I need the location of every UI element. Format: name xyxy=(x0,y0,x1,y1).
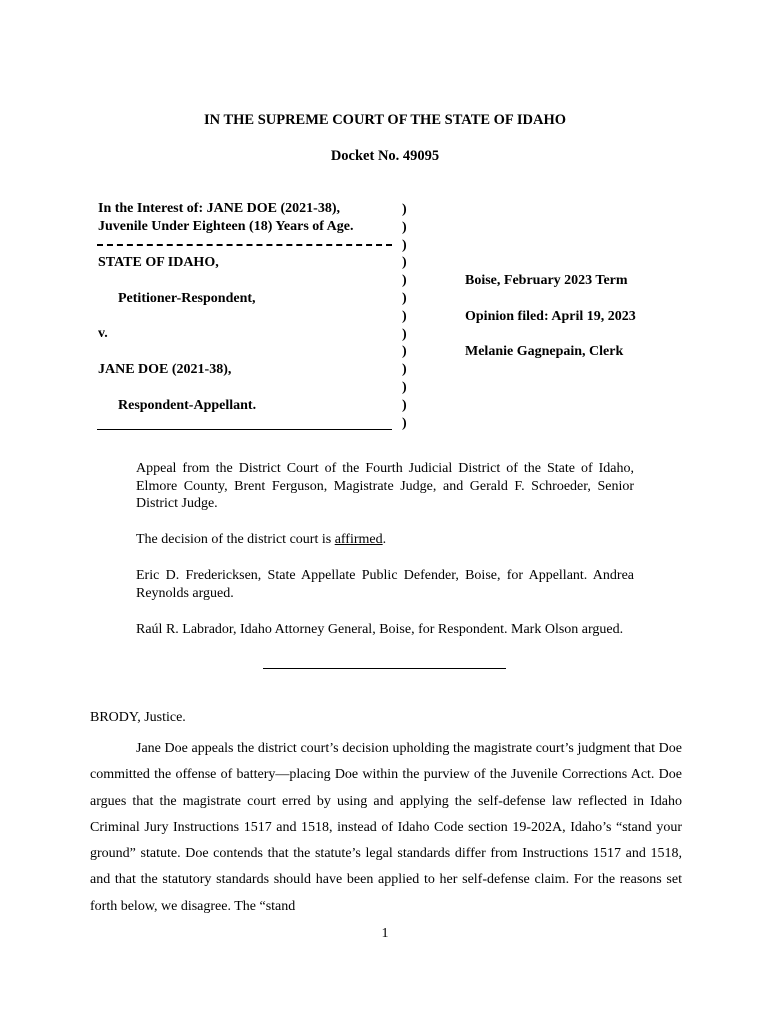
opinion-author: BRODY, Justice. xyxy=(90,710,186,725)
caption-petitioner-line: Petitioner-Respondent, xyxy=(118,291,256,306)
term-label: Boise, February 2023 Term xyxy=(465,273,628,288)
caption-respondent-name: JANE DOE (2021-38), xyxy=(98,362,232,377)
page-number: 1 xyxy=(381,926,389,941)
opinion-paragraph: Jane Doe appeals the district court’s decision upholding the magistrate court’s judgment that Doe committed the offense of battery—placing Doe within the purview of the Juvenile Corrections Act. Doe argues that the magistrate court erred by using and applying the self-defense law reflected in Idaho Criminal Jury Instructions 1517 and 1518, instead of Idaho Code section 19-202A, Idaho’s “stand your ground” statute. Doe contends that the statute’s legal standards differ from Instructions 1517 and 1518, and that the statutory standards should have been applied to her self-defense claim. For the reasons set forth below, we disagree. The “stand xyxy=(90,741,682,914)
caption-parentheses-column: ) ) ) ) ) ) ) ) ) ) ) ) ) xyxy=(402,202,407,431)
decision-statement xyxy=(136,531,634,549)
appeal-summary: Appeal from the District Court of the Fourth Judicial District of the State of Idaho, Elmore County, Brent Ferguson, Magistrate Judge, and Gerald F. Schroeder, Senior District Judge. xyxy=(136,461,634,511)
clerk-label: Melanie Gagnepain, Clerk xyxy=(465,344,624,359)
caption-bottom-rule xyxy=(97,429,392,430)
respondent-counsel: Raúl R. Labrador, Idaho Attorney General, Boise, for Respondent. Mark Olson argued. xyxy=(136,622,624,637)
caption-juvenile-line: Juvenile Under Eighteen (18) Years of Age. xyxy=(98,219,354,234)
docket-number: Docket No. 49095 xyxy=(330,148,440,164)
caption-versus: v. xyxy=(98,326,108,341)
caption-interest-line: In the Interest of: JANE DOE (2021-38), xyxy=(98,201,340,216)
caption-respondent-line: Respondent-Appellant. xyxy=(118,398,257,413)
decision-suffix: . xyxy=(382,532,387,547)
court-title: IN THE SUPREME COURT OF THE STATE OF IDAHO xyxy=(203,112,567,128)
caption-dashed-divider xyxy=(97,244,392,248)
decision-prefix: The decision of the district court is xyxy=(136,532,335,547)
decision-affirmed: affirmed xyxy=(334,532,383,547)
section-separator-rule xyxy=(263,668,506,669)
appellant-counsel: Eric D. Fredericksen, State Appellate Public Defender, Boise, for Appellant. Andrea Reynolds argued. xyxy=(136,568,634,601)
caption-state-line: STATE OF IDAHO, xyxy=(98,255,219,270)
opinion-filed-label: Opinion filed: April 19, 2023 xyxy=(465,309,636,324)
